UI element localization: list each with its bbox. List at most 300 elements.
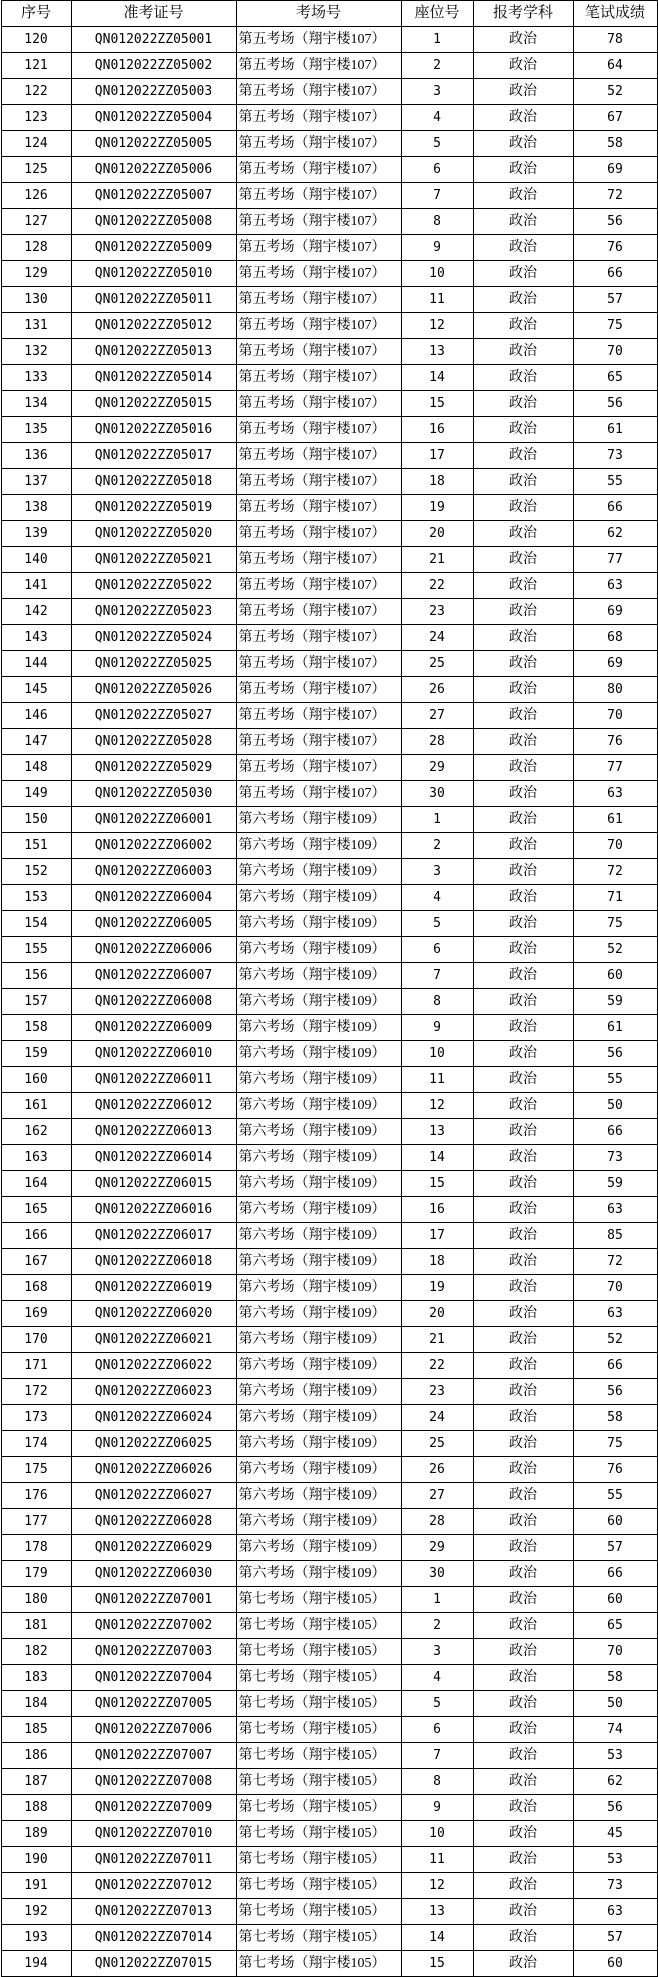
cell-seat: 4 bbox=[401, 885, 473, 911]
cell-seat: 11 bbox=[401, 287, 473, 313]
cell-room: 第七考场（翔宇楼105） bbox=[236, 1717, 401, 1743]
cell-subject: 政治 bbox=[473, 573, 573, 599]
cell-seat: 1 bbox=[401, 807, 473, 833]
cell-subject: 政治 bbox=[473, 677, 573, 703]
cell-serial: 165 bbox=[1, 1197, 71, 1223]
cell-score: 69 bbox=[573, 599, 657, 625]
cell-subject: 政治 bbox=[473, 885, 573, 911]
cell-seat: 8 bbox=[401, 989, 473, 1015]
cell-serial: 169 bbox=[1, 1301, 71, 1327]
cell-subject: 政治 bbox=[473, 1431, 573, 1457]
cell-score: 72 bbox=[573, 859, 657, 885]
cell-seat: 1 bbox=[401, 1587, 473, 1613]
cell-ticket: QN012022ZZ07006 bbox=[71, 1717, 236, 1743]
cell-subject: 政治 bbox=[473, 1119, 573, 1145]
table-row bbox=[1, 833, 657, 859]
cell-room: 第六考场（翔宇楼109） bbox=[236, 1405, 401, 1431]
table-row bbox=[1, 1717, 657, 1743]
table-row bbox=[1, 1119, 657, 1145]
cell-room: 第七考场（翔宇楼105） bbox=[236, 1821, 401, 1847]
cell-subject: 政治 bbox=[473, 1171, 573, 1197]
cell-serial: 149 bbox=[1, 781, 71, 807]
cell-score: 57 bbox=[573, 1925, 657, 1951]
cell-room: 第五考场（翔宇楼107） bbox=[236, 27, 401, 53]
cell-seat: 8 bbox=[401, 1769, 473, 1795]
cell-serial: 154 bbox=[1, 911, 71, 937]
cell-seat: 20 bbox=[401, 521, 473, 547]
cell-seat: 28 bbox=[401, 1509, 473, 1535]
column-header-ticket: 准考证号 bbox=[71, 1, 236, 27]
cell-ticket: QN012022ZZ06009 bbox=[71, 1015, 236, 1041]
cell-subject: 政治 bbox=[473, 469, 573, 495]
table-row bbox=[1, 573, 657, 599]
cell-ticket: QN012022ZZ06021 bbox=[71, 1327, 236, 1353]
cell-ticket: QN012022ZZ05014 bbox=[71, 365, 236, 391]
cell-seat: 3 bbox=[401, 859, 473, 885]
cell-score: 59 bbox=[573, 1171, 657, 1197]
cell-score: 56 bbox=[573, 391, 657, 417]
cell-subject: 政治 bbox=[473, 1223, 573, 1249]
cell-seat: 7 bbox=[401, 1743, 473, 1769]
cell-score: 77 bbox=[573, 547, 657, 573]
cell-ticket: QN012022ZZ05002 bbox=[71, 53, 236, 79]
cell-seat: 3 bbox=[401, 1639, 473, 1665]
cell-seat: 5 bbox=[401, 911, 473, 937]
cell-seat: 6 bbox=[401, 937, 473, 963]
cell-subject: 政治 bbox=[473, 1535, 573, 1561]
cell-ticket: QN012022ZZ05004 bbox=[71, 105, 236, 131]
cell-subject: 政治 bbox=[473, 1093, 573, 1119]
table-row bbox=[1, 1821, 657, 1847]
cell-ticket: QN012022ZZ07008 bbox=[71, 1769, 236, 1795]
cell-ticket: QN012022ZZ05015 bbox=[71, 391, 236, 417]
cell-seat: 23 bbox=[401, 599, 473, 625]
table-row bbox=[1, 209, 657, 235]
cell-ticket: QN012022ZZ06001 bbox=[71, 807, 236, 833]
table-row bbox=[1, 1691, 657, 1717]
cell-room: 第五考场（翔宇楼107） bbox=[236, 599, 401, 625]
table-row bbox=[1, 807, 657, 833]
table-row bbox=[1, 391, 657, 417]
cell-serial: 147 bbox=[1, 729, 71, 755]
table-row bbox=[1, 183, 657, 209]
cell-serial: 127 bbox=[1, 209, 71, 235]
cell-ticket: QN012022ZZ06012 bbox=[71, 1093, 236, 1119]
table-row bbox=[1, 911, 657, 937]
cell-serial: 137 bbox=[1, 469, 71, 495]
table-row bbox=[1, 1899, 657, 1925]
cell-serial: 182 bbox=[1, 1639, 71, 1665]
cell-subject: 政治 bbox=[473, 1015, 573, 1041]
table-row bbox=[1, 703, 657, 729]
cell-subject: 政治 bbox=[473, 1145, 573, 1171]
cell-room: 第六考场（翔宇楼109） bbox=[236, 1093, 401, 1119]
table-row bbox=[1, 1171, 657, 1197]
cell-seat: 14 bbox=[401, 1145, 473, 1171]
cell-seat: 25 bbox=[401, 1431, 473, 1457]
table-row bbox=[1, 1951, 657, 1977]
cell-subject: 政治 bbox=[473, 781, 573, 807]
cell-room: 第六考场（翔宇楼109） bbox=[236, 1379, 401, 1405]
table-row bbox=[1, 1327, 657, 1353]
cell-score: 56 bbox=[573, 1795, 657, 1821]
cell-seat: 6 bbox=[401, 1717, 473, 1743]
cell-subject: 政治 bbox=[473, 1873, 573, 1899]
cell-serial: 170 bbox=[1, 1327, 71, 1353]
cell-ticket: QN012022ZZ06002 bbox=[71, 833, 236, 859]
cell-ticket: QN012022ZZ06022 bbox=[71, 1353, 236, 1379]
cell-subject: 政治 bbox=[473, 703, 573, 729]
cell-ticket: QN012022ZZ05019 bbox=[71, 495, 236, 521]
cell-score: 56 bbox=[573, 1379, 657, 1405]
cell-room: 第六考场（翔宇楼109） bbox=[236, 1353, 401, 1379]
cell-serial: 146 bbox=[1, 703, 71, 729]
cell-subject: 政治 bbox=[473, 1405, 573, 1431]
score-table-header bbox=[1, 1, 657, 27]
cell-score: 53 bbox=[573, 1847, 657, 1873]
cell-room: 第六考场（翔宇楼109） bbox=[236, 1431, 401, 1457]
cell-room: 第六考场（翔宇楼109） bbox=[236, 1327, 401, 1353]
cell-score: 75 bbox=[573, 313, 657, 339]
cell-serial: 123 bbox=[1, 105, 71, 131]
table-row bbox=[1, 287, 657, 313]
cell-subject: 政治 bbox=[473, 79, 573, 105]
cell-subject: 政治 bbox=[473, 1613, 573, 1639]
cell-serial: 160 bbox=[1, 1067, 71, 1093]
cell-room: 第六考场（翔宇楼109） bbox=[236, 1301, 401, 1327]
cell-seat: 1 bbox=[401, 27, 473, 53]
cell-room: 第六考场（翔宇楼109） bbox=[236, 963, 401, 989]
cell-serial: 140 bbox=[1, 547, 71, 573]
cell-serial: 130 bbox=[1, 287, 71, 313]
cell-serial: 178 bbox=[1, 1535, 71, 1561]
cell-serial: 128 bbox=[1, 235, 71, 261]
table-row bbox=[1, 521, 657, 547]
cell-serial: 135 bbox=[1, 417, 71, 443]
table-row bbox=[1, 469, 657, 495]
cell-score: 75 bbox=[573, 1431, 657, 1457]
table-row bbox=[1, 313, 657, 339]
cell-ticket: QN012022ZZ07001 bbox=[71, 1587, 236, 1613]
table-row bbox=[1, 365, 657, 391]
cell-score: 70 bbox=[573, 833, 657, 859]
cell-subject: 政治 bbox=[473, 1639, 573, 1665]
cell-subject: 政治 bbox=[473, 157, 573, 183]
cell-room: 第六考场（翔宇楼109） bbox=[236, 937, 401, 963]
cell-score: 60 bbox=[573, 1587, 657, 1613]
cell-subject: 政治 bbox=[473, 1717, 573, 1743]
cell-subject: 政治 bbox=[473, 651, 573, 677]
cell-room: 第七考场（翔宇楼105） bbox=[236, 1665, 401, 1691]
cell-score: 60 bbox=[573, 963, 657, 989]
table-row bbox=[1, 1275, 657, 1301]
cell-room: 第五考场（翔宇楼107） bbox=[236, 729, 401, 755]
cell-room: 第六考场（翔宇楼109） bbox=[236, 1561, 401, 1587]
cell-score: 80 bbox=[573, 677, 657, 703]
cell-serial: 132 bbox=[1, 339, 71, 365]
cell-score: 56 bbox=[573, 1041, 657, 1067]
cell-subject: 政治 bbox=[473, 937, 573, 963]
cell-serial: 176 bbox=[1, 1483, 71, 1509]
cell-score: 70 bbox=[573, 703, 657, 729]
cell-score: 53 bbox=[573, 1743, 657, 1769]
cell-serial: 166 bbox=[1, 1223, 71, 1249]
cell-seat: 12 bbox=[401, 313, 473, 339]
cell-score: 57 bbox=[573, 1535, 657, 1561]
cell-room: 第五考场（翔宇楼107） bbox=[236, 261, 401, 287]
cell-subject: 政治 bbox=[473, 547, 573, 573]
cell-ticket: QN012022ZZ06023 bbox=[71, 1379, 236, 1405]
cell-ticket: QN012022ZZ05030 bbox=[71, 781, 236, 807]
cell-seat: 19 bbox=[401, 1275, 473, 1301]
cell-ticket: QN012022ZZ06027 bbox=[71, 1483, 236, 1509]
cell-room: 第五考场（翔宇楼107） bbox=[236, 287, 401, 313]
cell-subject: 政治 bbox=[473, 235, 573, 261]
cell-subject: 政治 bbox=[473, 1691, 573, 1717]
table-row bbox=[1, 1925, 657, 1951]
cell-seat: 27 bbox=[401, 1483, 473, 1509]
cell-serial: 150 bbox=[1, 807, 71, 833]
cell-room: 第五考场（翔宇楼107） bbox=[236, 235, 401, 261]
cell-serial: 133 bbox=[1, 365, 71, 391]
table-row bbox=[1, 1769, 657, 1795]
cell-room: 第六考场（翔宇楼109） bbox=[236, 911, 401, 937]
cell-ticket: QN012022ZZ06018 bbox=[71, 1249, 236, 1275]
cell-seat: 23 bbox=[401, 1379, 473, 1405]
cell-serial: 134 bbox=[1, 391, 71, 417]
cell-room: 第七考场（翔宇楼105） bbox=[236, 1873, 401, 1899]
cell-serial: 139 bbox=[1, 521, 71, 547]
cell-seat: 12 bbox=[401, 1093, 473, 1119]
cell-ticket: QN012022ZZ05012 bbox=[71, 313, 236, 339]
table-row bbox=[1, 1847, 657, 1873]
cell-room: 第五考场（翔宇楼107） bbox=[236, 651, 401, 677]
cell-score: 77 bbox=[573, 755, 657, 781]
cell-ticket: QN012022ZZ06010 bbox=[71, 1041, 236, 1067]
table-row bbox=[1, 1561, 657, 1587]
cell-serial: 148 bbox=[1, 755, 71, 781]
cell-ticket: QN012022ZZ07014 bbox=[71, 1925, 236, 1951]
cell-seat: 6 bbox=[401, 157, 473, 183]
cell-score: 45 bbox=[573, 1821, 657, 1847]
cell-score: 72 bbox=[573, 1249, 657, 1275]
cell-subject: 政治 bbox=[473, 1327, 573, 1353]
cell-subject: 政治 bbox=[473, 859, 573, 885]
cell-seat: 4 bbox=[401, 1665, 473, 1691]
cell-serial: 185 bbox=[1, 1717, 71, 1743]
cell-room: 第六考场（翔宇楼109） bbox=[236, 1067, 401, 1093]
cell-ticket: QN012022ZZ05013 bbox=[71, 339, 236, 365]
cell-seat: 22 bbox=[401, 1353, 473, 1379]
cell-seat: 20 bbox=[401, 1301, 473, 1327]
cell-subject: 政治 bbox=[473, 599, 573, 625]
cell-subject: 政治 bbox=[473, 131, 573, 157]
cell-ticket: QN012022ZZ07005 bbox=[71, 1691, 236, 1717]
cell-ticket: QN012022ZZ06029 bbox=[71, 1535, 236, 1561]
table-row bbox=[1, 729, 657, 755]
cell-room: 第五考场（翔宇楼107） bbox=[236, 703, 401, 729]
cell-serial: 194 bbox=[1, 1951, 71, 1977]
cell-seat: 5 bbox=[401, 131, 473, 157]
cell-serial: 193 bbox=[1, 1925, 71, 1951]
cell-score: 60 bbox=[573, 1951, 657, 1977]
cell-score: 58 bbox=[573, 1665, 657, 1691]
cell-seat: 16 bbox=[401, 1197, 473, 1223]
cell-ticket: QN012022ZZ06024 bbox=[71, 1405, 236, 1431]
cell-ticket: QN012022ZZ06020 bbox=[71, 1301, 236, 1327]
cell-seat: 8 bbox=[401, 209, 473, 235]
cell-room: 第七考场（翔宇楼105） bbox=[236, 1951, 401, 1977]
cell-ticket: QN012022ZZ07013 bbox=[71, 1899, 236, 1925]
cell-score: 67 bbox=[573, 105, 657, 131]
cell-room: 第五考场（翔宇楼107） bbox=[236, 495, 401, 521]
table-row bbox=[1, 1301, 657, 1327]
cell-ticket: QN012022ZZ07007 bbox=[71, 1743, 236, 1769]
cell-score: 63 bbox=[573, 1197, 657, 1223]
cell-serial: 157 bbox=[1, 989, 71, 1015]
table-row bbox=[1, 235, 657, 261]
cell-ticket: QN012022ZZ05017 bbox=[71, 443, 236, 469]
cell-seat: 21 bbox=[401, 1327, 473, 1353]
cell-ticket: QN012022ZZ05024 bbox=[71, 625, 236, 651]
cell-serial: 124 bbox=[1, 131, 71, 157]
table-row bbox=[1, 1405, 657, 1431]
cell-seat: 2 bbox=[401, 1613, 473, 1639]
cell-serial: 120 bbox=[1, 27, 71, 53]
table-row bbox=[1, 963, 657, 989]
cell-score: 71 bbox=[573, 885, 657, 911]
cell-ticket: QN012022ZZ05027 bbox=[71, 703, 236, 729]
cell-room: 第五考场（翔宇楼107） bbox=[236, 105, 401, 131]
table-row bbox=[1, 339, 657, 365]
cell-seat: 15 bbox=[401, 391, 473, 417]
cell-ticket: QN012022ZZ06028 bbox=[71, 1509, 236, 1535]
table-row bbox=[1, 859, 657, 885]
table-row bbox=[1, 53, 657, 79]
cell-room: 第五考场（翔宇楼107） bbox=[236, 131, 401, 157]
cell-subject: 政治 bbox=[473, 261, 573, 287]
cell-subject: 政治 bbox=[473, 1821, 573, 1847]
cell-seat: 10 bbox=[401, 1041, 473, 1067]
cell-ticket: QN012022ZZ05011 bbox=[71, 287, 236, 313]
cell-seat: 27 bbox=[401, 703, 473, 729]
cell-room: 第六考场（翔宇楼109） bbox=[236, 1015, 401, 1041]
cell-seat: 13 bbox=[401, 1899, 473, 1925]
cell-room: 第六考场（翔宇楼109） bbox=[236, 1041, 401, 1067]
cell-serial: 125 bbox=[1, 157, 71, 183]
cell-subject: 政治 bbox=[473, 1769, 573, 1795]
table-row bbox=[1, 625, 657, 651]
cell-ticket: QN012022ZZ05025 bbox=[71, 651, 236, 677]
cell-score: 74 bbox=[573, 1717, 657, 1743]
cell-serial: 144 bbox=[1, 651, 71, 677]
cell-subject: 政治 bbox=[473, 1899, 573, 1925]
cell-seat: 2 bbox=[401, 833, 473, 859]
cell-room: 第五考场（翔宇楼107） bbox=[236, 53, 401, 79]
cell-seat: 29 bbox=[401, 755, 473, 781]
cell-room: 第五考场（翔宇楼107） bbox=[236, 417, 401, 443]
cell-serial: 171 bbox=[1, 1353, 71, 1379]
column-header-serial: 序号 bbox=[1, 1, 71, 27]
cell-seat: 9 bbox=[401, 235, 473, 261]
cell-score: 59 bbox=[573, 989, 657, 1015]
cell-ticket: QN012022ZZ05023 bbox=[71, 599, 236, 625]
cell-room: 第五考场（翔宇楼107） bbox=[236, 339, 401, 365]
cell-room: 第五考场（翔宇楼107） bbox=[236, 469, 401, 495]
cell-ticket: QN012022ZZ06004 bbox=[71, 885, 236, 911]
cell-serial: 131 bbox=[1, 313, 71, 339]
cell-score: 50 bbox=[573, 1093, 657, 1119]
cell-serial: 183 bbox=[1, 1665, 71, 1691]
cell-ticket: QN012022ZZ06016 bbox=[71, 1197, 236, 1223]
cell-score: 78 bbox=[573, 27, 657, 53]
cell-seat: 15 bbox=[401, 1951, 473, 1977]
cell-seat: 3 bbox=[401, 79, 473, 105]
table-row bbox=[1, 1145, 657, 1171]
cell-ticket: QN012022ZZ05026 bbox=[71, 677, 236, 703]
cell-score: 69 bbox=[573, 651, 657, 677]
cell-subject: 政治 bbox=[473, 417, 573, 443]
table-row bbox=[1, 1015, 657, 1041]
cell-score: 55 bbox=[573, 1067, 657, 1093]
cell-ticket: QN012022ZZ06017 bbox=[71, 1223, 236, 1249]
cell-score: 58 bbox=[573, 131, 657, 157]
cell-ticket: QN012022ZZ05028 bbox=[71, 729, 236, 755]
cell-subject: 政治 bbox=[473, 1353, 573, 1379]
cell-score: 57 bbox=[573, 287, 657, 313]
cell-score: 76 bbox=[573, 1457, 657, 1483]
cell-score: 61 bbox=[573, 807, 657, 833]
table-row bbox=[1, 417, 657, 443]
cell-room: 第七考场（翔宇楼105） bbox=[236, 1925, 401, 1951]
cell-score: 61 bbox=[573, 1015, 657, 1041]
table-row bbox=[1, 1223, 657, 1249]
cell-serial: 138 bbox=[1, 495, 71, 521]
table-row bbox=[1, 157, 657, 183]
cell-score: 70 bbox=[573, 1639, 657, 1665]
cell-subject: 政治 bbox=[473, 1067, 573, 1093]
cell-subject: 政治 bbox=[473, 313, 573, 339]
cell-room: 第七考场（翔宇楼105） bbox=[236, 1613, 401, 1639]
cell-ticket: QN012022ZZ06014 bbox=[71, 1145, 236, 1171]
cell-subject: 政治 bbox=[473, 105, 573, 131]
cell-score: 52 bbox=[573, 79, 657, 105]
cell-room: 第六考场（翔宇楼109） bbox=[236, 989, 401, 1015]
cell-room: 第五考场（翔宇楼107） bbox=[236, 313, 401, 339]
cell-subject: 政治 bbox=[473, 1301, 573, 1327]
cell-seat: 9 bbox=[401, 1795, 473, 1821]
cell-serial: 190 bbox=[1, 1847, 71, 1873]
cell-serial: 162 bbox=[1, 1119, 71, 1145]
cell-subject: 政治 bbox=[473, 1379, 573, 1405]
cell-seat: 30 bbox=[401, 781, 473, 807]
table-row bbox=[1, 1067, 657, 1093]
cell-seat: 13 bbox=[401, 1119, 473, 1145]
table-row bbox=[1, 599, 657, 625]
cell-subject: 政治 bbox=[473, 1561, 573, 1587]
cell-ticket: QN012022ZZ06006 bbox=[71, 937, 236, 963]
cell-subject: 政治 bbox=[473, 1457, 573, 1483]
column-header-seat: 座位号 bbox=[401, 1, 473, 27]
score-table-body bbox=[1, 27, 657, 1977]
cell-serial: 129 bbox=[1, 261, 71, 287]
cell-score: 73 bbox=[573, 1145, 657, 1171]
table-row bbox=[1, 495, 657, 521]
cell-ticket: QN012022ZZ05016 bbox=[71, 417, 236, 443]
cell-serial: 141 bbox=[1, 573, 71, 599]
cell-serial: 179 bbox=[1, 1561, 71, 1587]
table-row bbox=[1, 885, 657, 911]
